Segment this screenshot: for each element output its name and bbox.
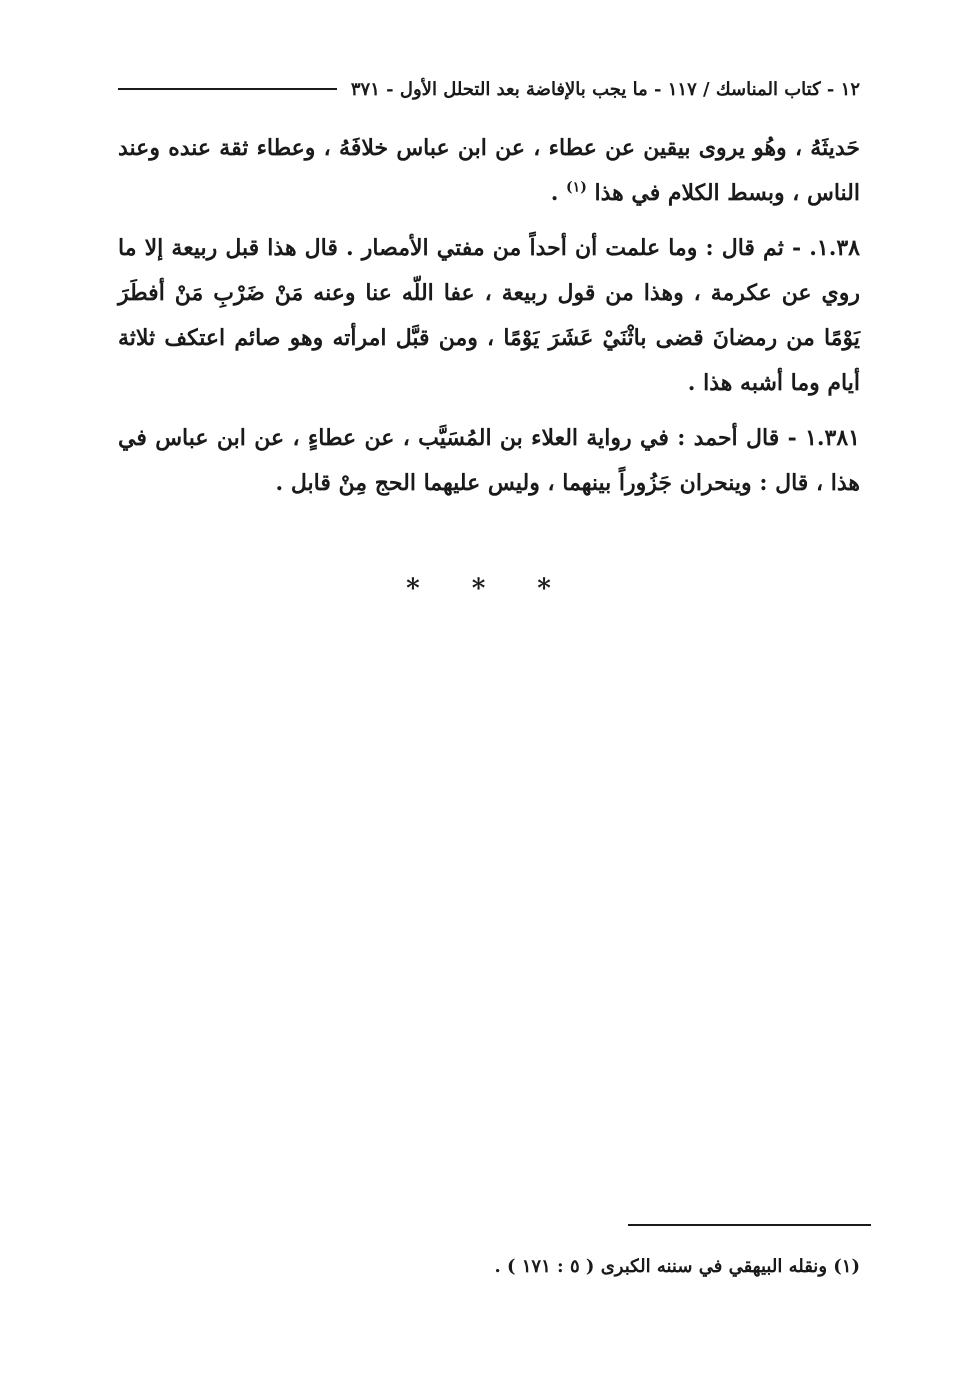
separator-star: * <box>406 574 420 604</box>
separator-star: * <box>537 574 551 604</box>
footnote: (١) ونقله البيهقي في سننه الكبرى ( ٥ : ١٧١ ) . <box>494 1256 860 1277</box>
separator-star: * <box>471 574 486 604</box>
running-head-text: ١٢ - كتاب المناسك / ١١٧ - ما يجب بالإفاضة بعد التحلل الأول - ٣٧١ <box>350 78 860 100</box>
paragraph-10381: ١.٣٨١ - قال أحمد : في رواية العلاء بن المُسَيَّب ، عن عطاءٍ ، عن ابن عباس في هذا ، قال : وينحران جَزُوراً بينهما ، وليس عليهما الحج مِنْ قابل . <box>118 425 860 496</box>
footnote-rule <box>628 1224 871 1226</box>
paragraph-text-end: . <box>550 180 567 206</box>
main-text <box>118 126 860 512</box>
paragraph-continuation <box>118 126 860 216</box>
section-separator <box>0 574 957 604</box>
paragraph-1038: ١.٣٨. - ثم قال : وما علمت أن أحداً من مفتي الأمصار . قال هذا قبل ربيعة إلا ما روي عن عكرمة ، وهذا من قول ربيعة ، عفا اللّه عنا وعنه مَنْ ضَرْبِ مَنْ أفطَرَ يَوْمًا من رمضانَ قضى باثْنَيْ عَشَرَ يَوْمًا ، ومن قبَّل امرأته وهو صائم اعتكف ثلاثة أيام وما أشبه هذا . <box>118 235 860 396</box>
running-head <box>118 72 860 106</box>
paragraph-text: حَديثَهُ ، وهُو يروى بيقين عن عطاء ، عن ابن عباس خلافَهُ ، وعطاء ثقة عنده وعند الناس ، وبسط الكلام في هذا <box>118 135 860 206</box>
footnote-reference: (١) <box>566 179 587 196</box>
running-head-rule <box>118 88 337 90</box>
